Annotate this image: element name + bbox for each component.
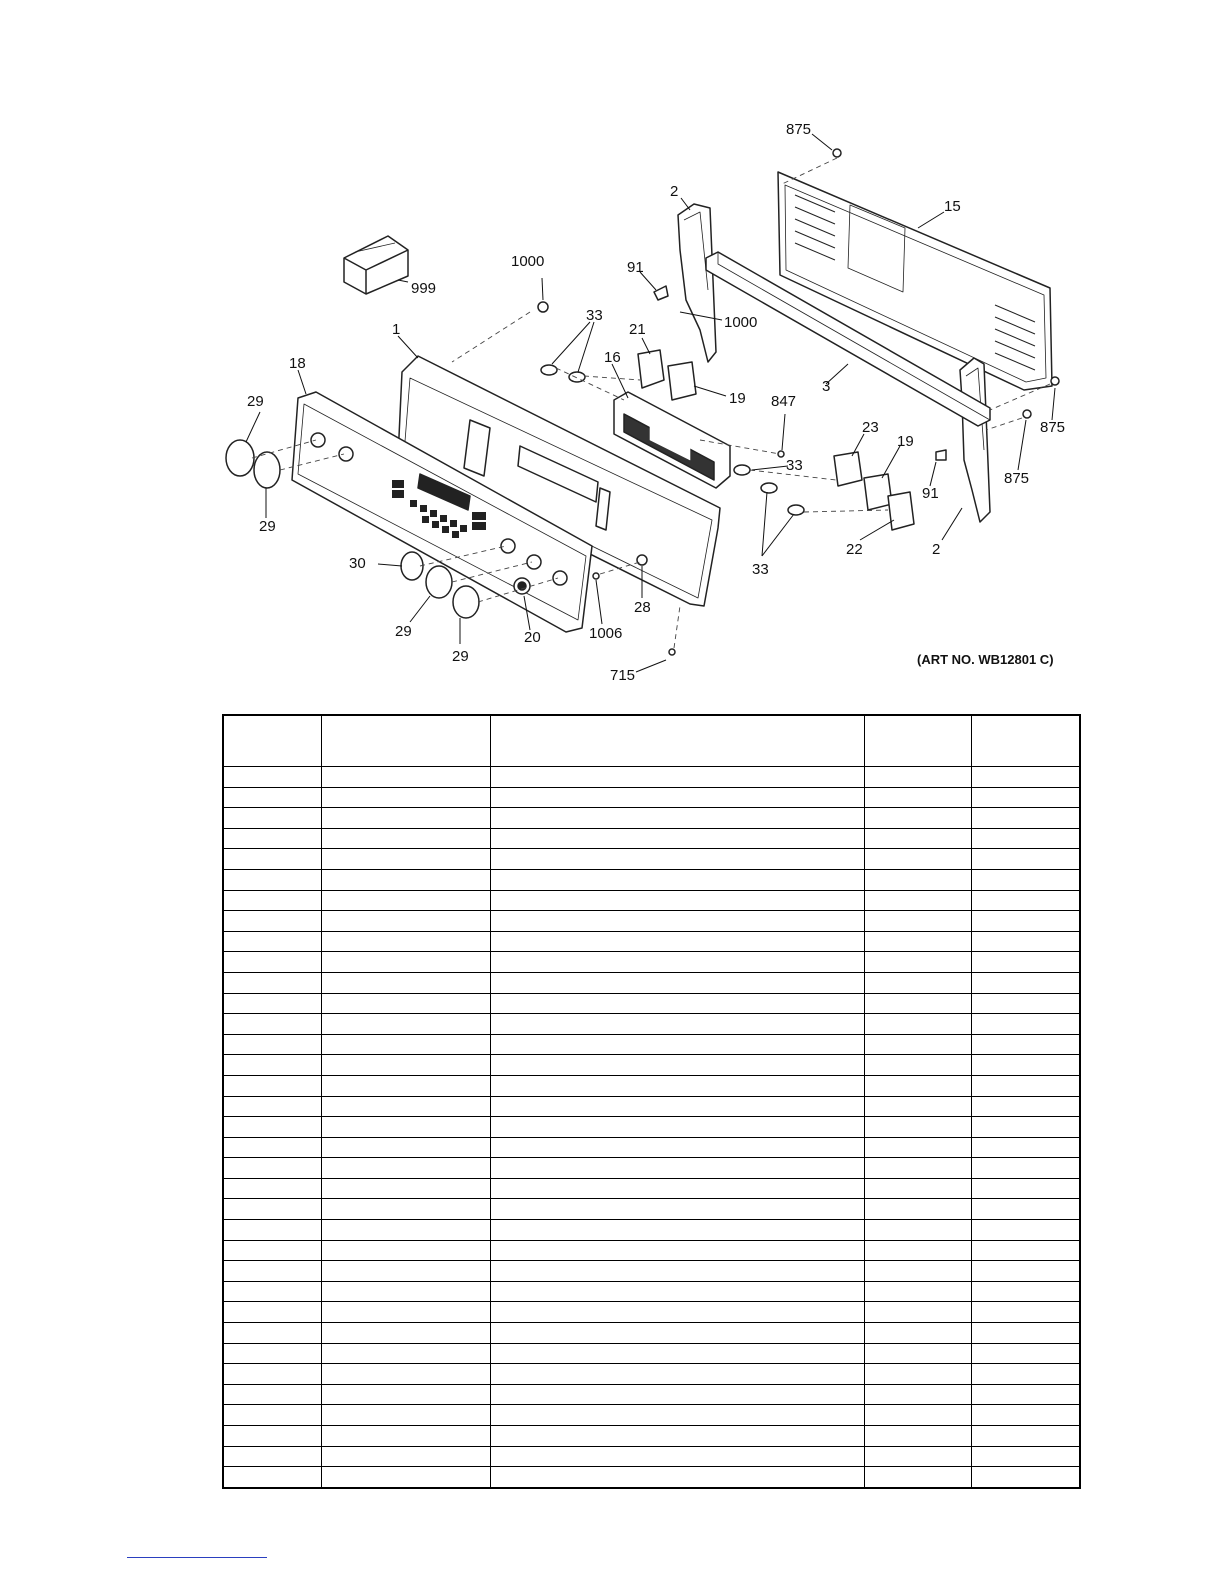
- table-cell: [223, 1323, 321, 1344]
- table-cell: [971, 787, 1080, 808]
- table-cell: [971, 849, 1080, 870]
- table-cell: [223, 1426, 321, 1447]
- exploded-parts-diagram: [0, 0, 1224, 700]
- table-cell: [490, 1178, 864, 1199]
- table-cell: [971, 1302, 1080, 1323]
- table-row: [223, 849, 1080, 870]
- callout-999: 999: [411, 280, 437, 297]
- table-cell: [321, 1137, 490, 1158]
- table-cell: [321, 1405, 490, 1426]
- parts-list-table: [222, 714, 1081, 1489]
- table-cell: [971, 972, 1080, 993]
- table-cell: [490, 1467, 864, 1488]
- table-cell: [223, 1158, 321, 1179]
- table-cell: [490, 890, 864, 911]
- table-cell: [321, 828, 490, 849]
- table-cell: [864, 1014, 971, 1035]
- callout-21: 21: [629, 321, 646, 338]
- callout-1: 1: [392, 321, 401, 338]
- table-row: [223, 1034, 1080, 1055]
- table-cell: [223, 911, 321, 932]
- table-cell: [223, 787, 321, 808]
- table-cell: [971, 1075, 1080, 1096]
- table-cell: [864, 1261, 971, 1282]
- table-cell: [223, 1281, 321, 1302]
- table-cell: [864, 1364, 971, 1385]
- table-cell: [971, 1014, 1080, 1035]
- table-cell: [321, 993, 490, 1014]
- table-cell: [971, 1323, 1080, 1344]
- table-cell: [223, 1405, 321, 1426]
- table-cell: [490, 1075, 864, 1096]
- table-cell: [864, 1467, 971, 1488]
- table-cell: [971, 1364, 1080, 1385]
- table-row: [223, 1384, 1080, 1405]
- table-cell: [864, 1178, 971, 1199]
- table-cell: [864, 849, 971, 870]
- parts-table-body: [223, 767, 1080, 1488]
- table-cell: [971, 1405, 1080, 1426]
- table-cell: [321, 1220, 490, 1241]
- table-cell: [490, 972, 864, 993]
- table-cell: [490, 1281, 864, 1302]
- table-cell: [321, 849, 490, 870]
- table-cell: [971, 1426, 1080, 1447]
- table-row: [223, 1405, 1080, 1426]
- table-cell: [864, 1158, 971, 1179]
- table-cell: [864, 1302, 971, 1323]
- table-cell: [321, 1055, 490, 1076]
- table-cell: [321, 1446, 490, 1467]
- table-cell: [223, 931, 321, 952]
- table-cell: [490, 1364, 864, 1385]
- table-cell: [223, 1034, 321, 1055]
- column-header: [223, 715, 321, 767]
- table-cell: [864, 911, 971, 932]
- table-cell: [971, 931, 1080, 952]
- callout-1000: 1000: [724, 314, 758, 331]
- table-cell: [490, 952, 864, 973]
- table-cell: [490, 1220, 864, 1241]
- table-cell: [223, 1117, 321, 1138]
- table-cell: [864, 1055, 971, 1076]
- table-cell: [321, 1384, 490, 1405]
- table-cell: [864, 952, 971, 973]
- table-cell: [490, 1137, 864, 1158]
- callout-23: 23: [862, 419, 879, 436]
- callout-33: 33: [786, 457, 803, 474]
- table-cell: [223, 1364, 321, 1385]
- table-cell: [223, 972, 321, 993]
- table-cell: [971, 1199, 1080, 1220]
- table-cell: [490, 849, 864, 870]
- table-cell: [971, 952, 1080, 973]
- table-cell: [223, 1343, 321, 1364]
- table-cell: [864, 1240, 971, 1261]
- table-cell: [971, 1261, 1080, 1282]
- table-cell: [223, 808, 321, 829]
- callout-3: 3: [822, 378, 831, 395]
- table-cell: [864, 1426, 971, 1447]
- table-cell: [490, 1261, 864, 1282]
- table-cell: [490, 1117, 864, 1138]
- table-cell: [321, 1096, 490, 1117]
- table-cell: [864, 787, 971, 808]
- table-cell: [864, 1384, 971, 1405]
- table-cell: [490, 1446, 864, 1467]
- table-cell: [321, 1178, 490, 1199]
- table-cell: [490, 1199, 864, 1220]
- table-cell: [321, 1323, 490, 1344]
- table-cell: [223, 869, 321, 890]
- column-header: [321, 715, 490, 767]
- table-cell: [864, 1220, 971, 1241]
- table-row: [223, 1117, 1080, 1138]
- table-row: [223, 1323, 1080, 1344]
- table-cell: [490, 931, 864, 952]
- table-cell: [490, 1240, 864, 1261]
- table-row: [223, 1467, 1080, 1488]
- end-cap-right-part: [960, 358, 990, 522]
- table-cell: [321, 972, 490, 993]
- table-cell: [321, 1158, 490, 1179]
- art-number: (ART NO. WB12801 C): [917, 652, 1054, 667]
- table-cell: [490, 828, 864, 849]
- table-row: [223, 1446, 1080, 1467]
- callout-715: 715: [610, 667, 636, 684]
- table-cell: [490, 1343, 864, 1364]
- callout-19: 19: [729, 390, 746, 407]
- back-panel-part: [778, 172, 1052, 390]
- table-cell: [321, 869, 490, 890]
- table-cell: [864, 1343, 971, 1364]
- table-cell: [321, 767, 490, 788]
- table-cell: [864, 972, 971, 993]
- table-cell: [971, 911, 1080, 932]
- table-cell: [864, 1117, 971, 1138]
- table-cell: [321, 1075, 490, 1096]
- table-row: [223, 787, 1080, 808]
- table-cell: [223, 1096, 321, 1117]
- table-cell: [490, 1014, 864, 1035]
- table-cell: [321, 787, 490, 808]
- table-cell: [971, 1034, 1080, 1055]
- table-row: [223, 1240, 1080, 1261]
- table-cell: [864, 1446, 971, 1467]
- table-cell: [223, 1384, 321, 1405]
- table-cell: [971, 890, 1080, 911]
- footer-link-underline[interactable]: [127, 1557, 267, 1558]
- table-row: [223, 931, 1080, 952]
- callout-1000: 1000: [511, 253, 545, 270]
- table-cell: [864, 828, 971, 849]
- callout-19: 19: [897, 433, 914, 450]
- table-cell: [864, 993, 971, 1014]
- table-row: [223, 993, 1080, 1014]
- table-header-row: [223, 715, 1080, 767]
- table-cell: [490, 787, 864, 808]
- callout-29: 29: [247, 393, 264, 410]
- table-cell: [223, 1137, 321, 1158]
- table-cell: [971, 767, 1080, 788]
- table-row: [223, 911, 1080, 932]
- table-cell: [490, 767, 864, 788]
- callout-22: 22: [846, 541, 863, 558]
- table-cell: [223, 1467, 321, 1488]
- table-cell: [971, 1137, 1080, 1158]
- table-cell: [490, 869, 864, 890]
- table-cell: [864, 1137, 971, 1158]
- table-row: [223, 1426, 1080, 1447]
- table-row: [223, 1302, 1080, 1323]
- table-cell: [971, 993, 1080, 1014]
- callout-875: 875: [1040, 419, 1066, 436]
- table-cell: [864, 1199, 971, 1220]
- table-row: [223, 808, 1080, 829]
- table-row: [223, 1220, 1080, 1241]
- table-row: [223, 1343, 1080, 1364]
- table-cell: [490, 1323, 864, 1344]
- table-cell: [223, 1261, 321, 1282]
- table-row: [223, 1096, 1080, 1117]
- table-cell: [971, 1096, 1080, 1117]
- table-cell: [490, 1158, 864, 1179]
- box-part: [344, 236, 408, 294]
- callout-15: 15: [944, 198, 961, 215]
- table-cell: [864, 890, 971, 911]
- column-header: [490, 715, 864, 767]
- table-cell: [223, 890, 321, 911]
- table-row: [223, 1261, 1080, 1282]
- table-cell: [971, 808, 1080, 829]
- table-cell: [490, 911, 864, 932]
- table-cell: [321, 1302, 490, 1323]
- table-cell: [223, 952, 321, 973]
- table-cell: [490, 1426, 864, 1447]
- table-cell: [864, 1034, 971, 1055]
- table-cell: [864, 767, 971, 788]
- callout-16: 16: [604, 349, 621, 366]
- table-cell: [490, 1384, 864, 1405]
- table-row: [223, 1075, 1080, 1096]
- table-cell: [223, 1240, 321, 1261]
- callout-29: 29: [452, 648, 469, 665]
- column-header: [864, 715, 971, 767]
- table-cell: [971, 1467, 1080, 1488]
- table-cell: [971, 1117, 1080, 1138]
- table-cell: [321, 1240, 490, 1261]
- table-cell: [971, 1281, 1080, 1302]
- callout-875: 875: [1004, 470, 1030, 487]
- table-row: [223, 1281, 1080, 1302]
- table-cell: [321, 1281, 490, 1302]
- table-cell: [971, 1446, 1080, 1467]
- callout-91: 91: [922, 485, 939, 502]
- table-cell: [321, 1426, 490, 1447]
- table-cell: [490, 808, 864, 829]
- table-cell: [864, 1096, 971, 1117]
- table-cell: [971, 1240, 1080, 1261]
- table-cell: [971, 869, 1080, 890]
- table-cell: [864, 1323, 971, 1344]
- table-cell: [321, 1364, 490, 1385]
- table-cell: [864, 1075, 971, 1096]
- table-cell: [971, 1055, 1080, 1076]
- table-cell: [490, 1096, 864, 1117]
- table-cell: [321, 1467, 490, 1488]
- table-row: [223, 1199, 1080, 1220]
- table-cell: [321, 1034, 490, 1055]
- table-row: [223, 1014, 1080, 1035]
- table-cell: [971, 1158, 1080, 1179]
- table-cell: [864, 931, 971, 952]
- callout-20: 20: [524, 629, 541, 646]
- table-row: [223, 1178, 1080, 1199]
- callout-2: 2: [670, 183, 679, 200]
- table-cell: [223, 993, 321, 1014]
- callout-847: 847: [771, 393, 797, 410]
- table-cell: [971, 1220, 1080, 1241]
- callout-28: 28: [634, 599, 651, 616]
- table-cell: [490, 1405, 864, 1426]
- table-cell: [223, 1014, 321, 1035]
- callout-1006: 1006: [589, 625, 623, 642]
- table-cell: [971, 1178, 1080, 1199]
- table-cell: [864, 869, 971, 890]
- table-cell: [321, 1343, 490, 1364]
- callout-33: 33: [752, 561, 769, 578]
- table-row: [223, 1137, 1080, 1158]
- table-cell: [971, 828, 1080, 849]
- callout-875: 875: [786, 121, 812, 138]
- table-cell: [321, 1261, 490, 1282]
- table-cell: [321, 890, 490, 911]
- callout-91: 91: [627, 259, 644, 276]
- table-cell: [223, 1446, 321, 1467]
- table-row: [223, 1158, 1080, 1179]
- table-cell: [223, 1178, 321, 1199]
- table-row: [223, 972, 1080, 993]
- table-row: [223, 952, 1080, 973]
- table-cell: [321, 808, 490, 829]
- table-cell: [321, 1014, 490, 1035]
- callout-29: 29: [259, 518, 276, 535]
- table-cell: [490, 1055, 864, 1076]
- table-row: [223, 869, 1080, 890]
- callout-29: 29: [395, 623, 412, 640]
- table-row: [223, 890, 1080, 911]
- callout-30: 30: [349, 555, 366, 572]
- table-cell: [223, 1055, 321, 1076]
- table-cell: [223, 828, 321, 849]
- end-cap-left-part: [678, 204, 716, 362]
- table-row: [223, 828, 1080, 849]
- table-cell: [223, 1199, 321, 1220]
- callout-18: 18: [289, 355, 306, 372]
- table-cell: [223, 849, 321, 870]
- callout-2: 2: [932, 541, 941, 558]
- table-cell: [223, 1302, 321, 1323]
- table-cell: [321, 911, 490, 932]
- table-cell: [864, 808, 971, 829]
- table-row: [223, 767, 1080, 788]
- table-cell: [321, 1199, 490, 1220]
- table-cell: [223, 767, 321, 788]
- callout-33: 33: [586, 307, 603, 324]
- table-cell: [971, 1384, 1080, 1405]
- table-row: [223, 1364, 1080, 1385]
- table-cell: [971, 1343, 1080, 1364]
- table-cell: [490, 1302, 864, 1323]
- table-cell: [490, 993, 864, 1014]
- table-cell: [490, 1034, 864, 1055]
- table-cell: [223, 1075, 321, 1096]
- column-header: [971, 715, 1080, 767]
- table-cell: [321, 952, 490, 973]
- table-row: [223, 1055, 1080, 1076]
- table-cell: [223, 1220, 321, 1241]
- table-cell: [321, 931, 490, 952]
- table-cell: [864, 1405, 971, 1426]
- table-cell: [321, 1117, 490, 1138]
- table-cell: [864, 1281, 971, 1302]
